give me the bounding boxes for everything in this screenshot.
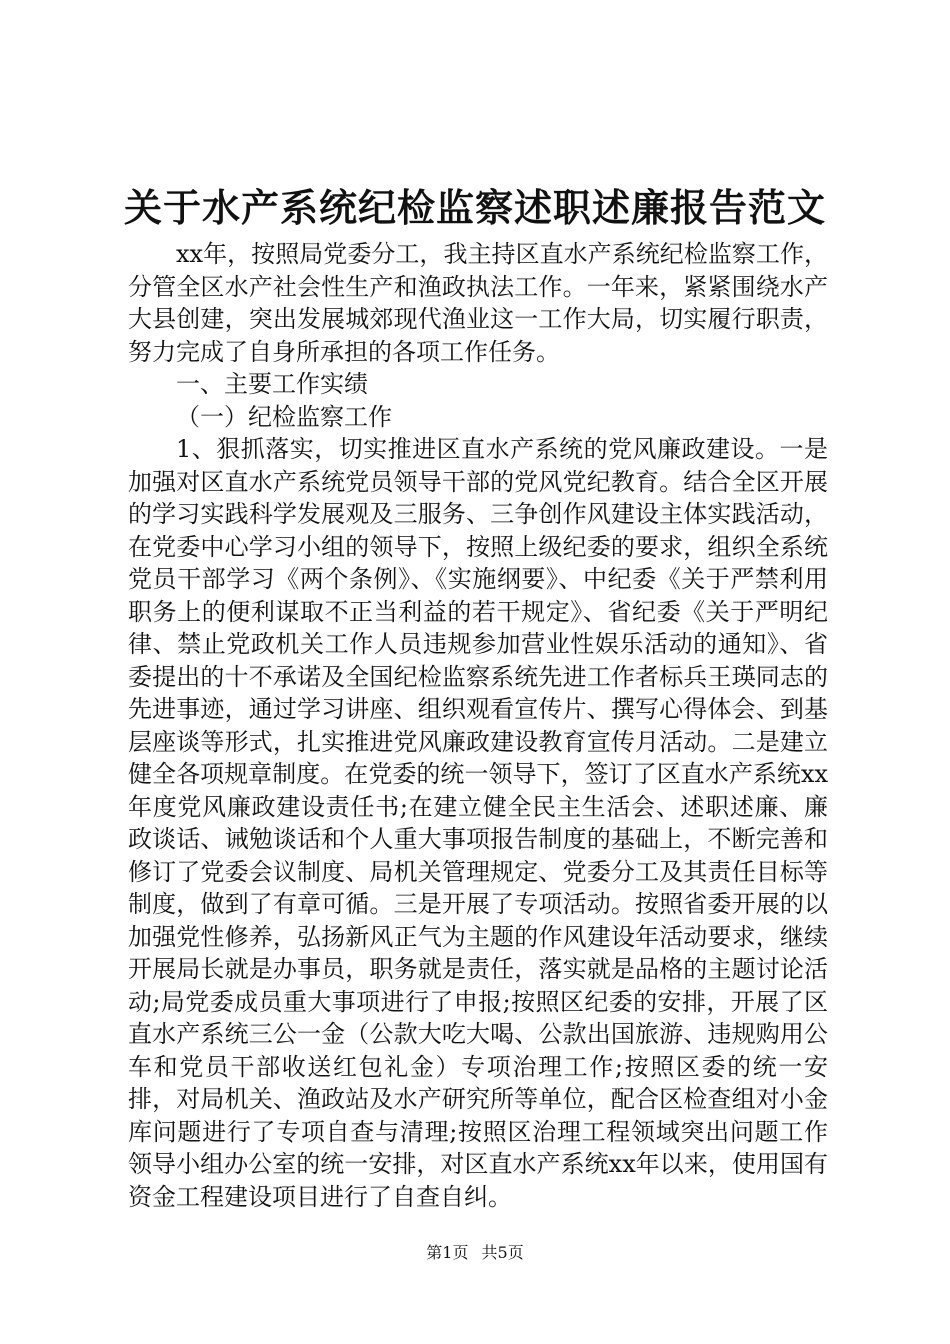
document-body <box>128 238 828 1213</box>
intro-paragraph: xx年，按照局党委分工，我主持区直水产系统纪检监察工作，分管全区水产社会性生产和渔政执法工作。一年来，紧紧围绕水产大县创建，突出发展城郊现代渔业这一工作大局，切实履行职责，努力完成了自身所承担的各项工作任务。 <box>128 240 828 366</box>
subsection-heading: （一）纪检监察工作 <box>176 402 392 431</box>
document-title: 关于水产系统纪检监察述职述廉报告范文 <box>123 185 826 230</box>
page-number: 第1页 <box>426 1243 469 1262</box>
section-heading: 一、主要工作实绩 <box>176 370 368 398</box>
body-paragraph: 1、狠抓落实，切实推进区直水产系统的党风廉政建设。一是加强对区直水产系统党员领导干部的党风党纪教育。结合全区开展的学习实践科学发展观及三服务、三争创作风建设主体实践活动，在党委中心学习小组的领导下，按照上级纪委的要求，组织全系统党员干部学习《两个条例》、《实施纲要》、中纪委《关于严禁利用职务上的便利谋取不正当利益的若干规定》、省纪委《关于严明纪律、禁止党政机关工作人员违规参加营业性娱乐活动的通知》、省委提出的十不承诺及全国纪检监察系统先进工作者标兵王瑛同志的先进事迹，通过学习讲座、组织观看宣传片、撰写心得体会、到基层座谈等形式，扎实推进党风廉政建设教育宣传月活动。二是建立健全各项规章制度。在党委的统一领导下，签订了区直水产系统xx年度党风廉政建设责任书;在建立健全民主生活会、述职述廉、廉政谈话、诫勉谈话和个人重大事项报告制度的基础上，不断完善和修订了党委会议制度、局机关管理规定、党委分工及其责任目标等制度，做到了有章可循。三是开展了专项活动。按照省委开展的以加强党性修养，弘扬新风正气为主题的作风建设年活动要求，继续开展局长就是办事员，职务就是责任，落实就是品格的主题讨论活动;局党委成员重大事项进行了申报;按照区纪委的安排，开展了区直水产系统三公一金（公款大吃大喝、公款出国旅游、违规购用公车和党员干部收送红包礼金）专项治理工作;按照区委的统一安排，对局机关、渔政站及水产研究所等单位，配合区检查组对小金库问题进行了专项自查与清理;按照区治理工程领域突出问题工作领导小组办公室的统一安排，对区直水产系统xx年以来，使用国有资金工程建设项目进行了自查自纠。 <box>128 435 828 1211</box>
page-total: 共5页 <box>481 1243 524 1262</box>
page-footer <box>0 1242 950 1264</box>
